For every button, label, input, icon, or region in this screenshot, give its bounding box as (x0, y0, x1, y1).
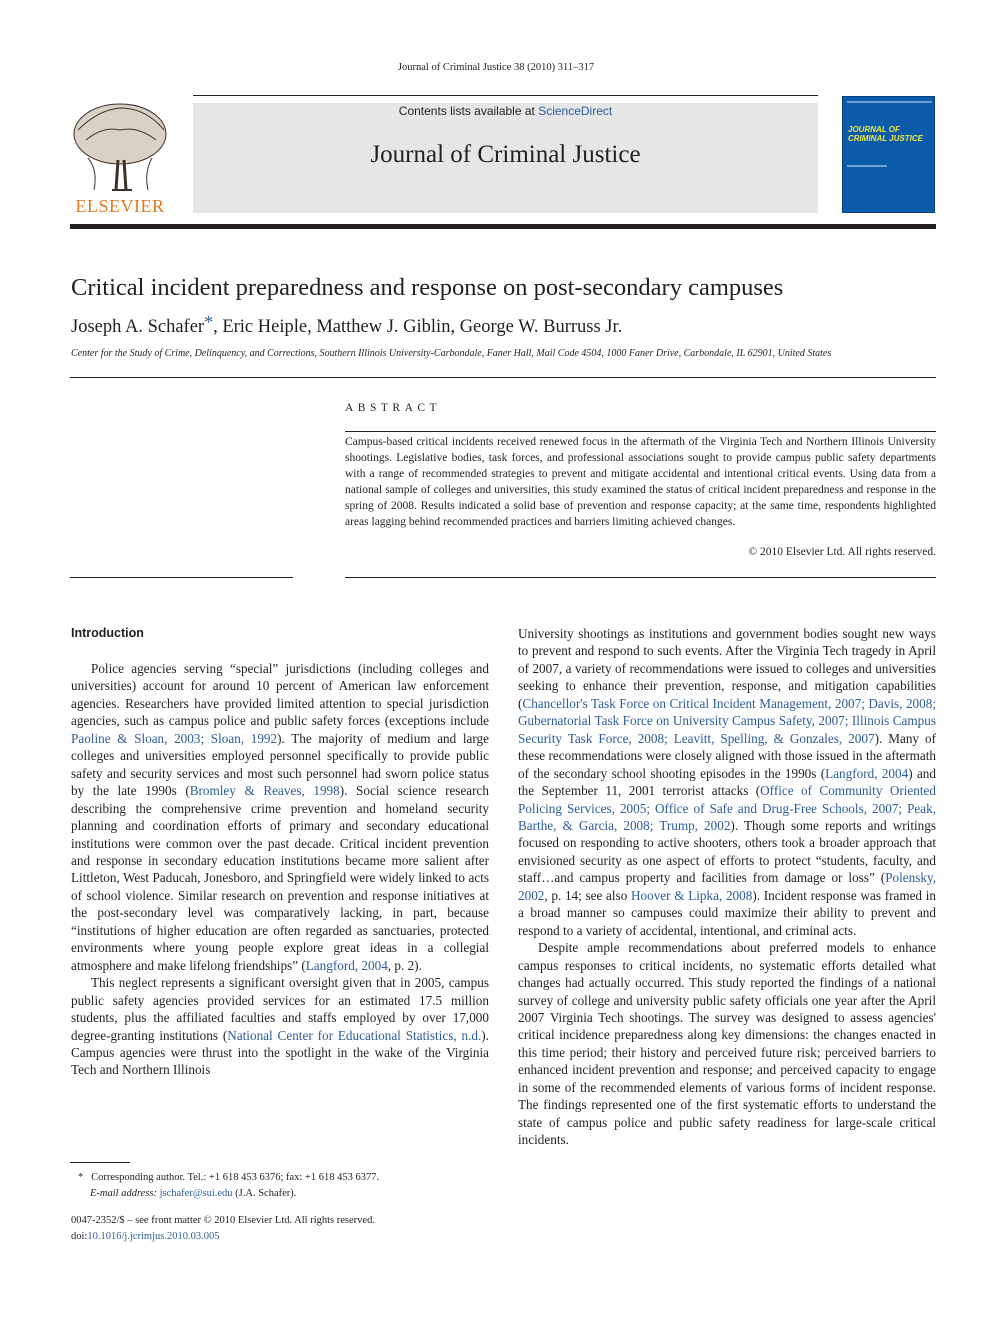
citation-link[interactable]: National Center for Educational Statistics, n.d. (227, 1027, 482, 1043)
author-names: , Eric Heiple, Matthew J. Giblin, George W. Burruss Jr. (213, 317, 623, 337)
doi-link[interactable]: 10.1016/j.jcrimjus.2010.03.005 (87, 1230, 220, 1242)
paragraph: Despite ample recommendations about preferred models to enhance campus responses to critical incidents, no systematic efforts detailed what changes had actually occurred. This study reported the findings of a national survey of college and university public safety officials one year after the April 2007 Virginia Tech shootings. The survey was designed to assess agencies' critical incidence preparedness along key dimensions: the changes enacted in this time period; their history and perceived future risk; perceived barriers to enhanced incident prevention and response; and perceived capacity to engage in some of the recommended elements of various forms of incident response. The findings represented one of the first systematic efforts to understand the state of campus police and public safety readiness for large-scale critical incidents. (518, 940, 936, 1148)
text-run: ). Though some reports and writings focused on responding to active shooters, others took a broader approach that envisioned security as one aspect of efforts to protect “students, faculty, and staff…and campus property and facilities from damage or loss” ( (518, 817, 936, 886)
text-run: ). Incident response was framed in a broad manner so campuses could maximize their ability to prevent and respond to a variety of accidental, intentional, and criminal acts. (518, 887, 936, 938)
text-run: Police agencies serving “special” jurisdictions (including colleges and universities) account for around 10 percent of American law enforcement agencies. Researchers have provided limited attention to special jurisdiction agencies, such as campus police and public safety forces (exceptions include (71, 661, 489, 729)
affiliation: Center for the Study of Crime, Delinquency, and Corrections, Southern Illinois University-Carbondale, Faner Hall, Mail Code 4504, 1000 Faner Drive, Carbondale, IL 62901, United States (71, 348, 832, 359)
header-divider (70, 224, 936, 229)
affiliation-rule (70, 377, 936, 378)
article-title: Critical incident preparedness and response on post-secondary campuses (71, 274, 784, 301)
text-run: ). Campus agencies were thrust into the spotlight in the wake of the Virginia Tech and Northern Illinois (71, 1027, 489, 1078)
sciencedirect-link[interactable]: ScienceDirect (538, 104, 613, 118)
footnote (78, 1170, 498, 1201)
email-link[interactable]: jschafer@sui.edu (159, 1187, 233, 1199)
doi-line (71, 1229, 501, 1245)
paragraph (71, 660, 489, 974)
front-matter (71, 1213, 501, 1244)
journal-cover-thumbnail (842, 96, 935, 213)
citation-link[interactable]: Bromley & Reaves, 1998 (189, 783, 340, 799)
author-list (71, 312, 951, 338)
citation-link[interactable]: Chancellor's Task Force on Critical Incident Management, 2007; Davis, 2008; Gubernatorial Task Force on University Campus Safety, 2007; Illinois Campus Security Task Force, 2008; Leavitt, Spelling, & Gonzales, 2007 (518, 695, 936, 746)
elsevier-wordmark: ELSEVIER (75, 196, 165, 216)
citation-link[interactable]: Polensky, 2002 (518, 870, 936, 903)
body-column-left (71, 625, 489, 1079)
citation-link[interactable]: Langford, 2004 (825, 765, 909, 781)
text-run: This neglect represents a significant oversight given that in 2005, campus public safety agencies provided services for an estimated 17.5 million students, plus the affiliated faculties and staffs employed by over 17,000 degree-granting institutions ( (71, 975, 489, 1043)
abstract-heading: ABSTRACT (345, 402, 442, 414)
text-run: , p. 14; see also (544, 887, 631, 903)
text-run: ). Many of these recommendations were closely aligned with those issued in the aftermath of the secondary school shooting episodes in the 1990s ( (518, 730, 936, 781)
journal-name: Journal of Criminal Justice (370, 141, 641, 168)
footnote-corresponding (78, 1170, 498, 1186)
text-run: , p. 2). (387, 957, 422, 973)
cover-band (847, 101, 932, 103)
section-heading: Introduction (71, 626, 144, 640)
abstract-top-rule (345, 431, 936, 432)
email-label: E-mail address: (90, 1187, 157, 1199)
text-run: ). Social science research describing the comprehensive crime prevention and homeland security planning and coordination efforts of primary and secondary educational institutions were common over the past decade. Critical incident prevention and response in secondary education institutions became more salient after Littleton, West Paducah, Jonesboro, and Springfield were widely linked to acts of school violence. Similar research on prevention and response initiatives at the post-secondary level was comparatively lacking, in part, because “institutions of higher education are often regarded as sanctuaries, protected environments where young people explore great ideas in a collegial atmosphere and make lifelong friendships” ( (71, 783, 489, 973)
contents-prefix: Contents lists available at (398, 104, 539, 118)
citation-link[interactable]: Hoover & Lipka, 2008 (631, 887, 753, 903)
body-column-right (518, 625, 936, 1149)
author-name: Joseph A. Schafer (71, 317, 205, 337)
citation-link[interactable]: Paoline & Sloan, 2003; Sloan, 1992 (71, 730, 278, 746)
citation-link[interactable]: Office of Community Oriented Policing Services, 2005; Office of Safe and Drug-Free Schools, 2007; Peak, Barthe, & Garcia, 2008; Trump, 2002 (518, 783, 936, 833)
email-suffix: (J.A. Schafer). (232, 1187, 297, 1199)
cover-band (847, 165, 887, 167)
cover-title: JOURNAL OF CRIMINAL JUSTICE (848, 125, 923, 143)
contents-line (193, 104, 818, 118)
paragraph-continued (518, 625, 936, 939)
journal-citation: Journal of Criminal Justice 38 (2010) 311–317 (397, 62, 595, 73)
paragraph (71, 974, 489, 1079)
masthead-top-rule (193, 95, 818, 96)
footnote-email (78, 1186, 498, 1202)
abstract-bottom-rule-right (345, 577, 936, 578)
issn-line: 0047-2352/$ – see front matter © 2010 Elsevier Ltd. All rights reserved. (71, 1215, 375, 1226)
text-run: ). The majority of medium and large colleges and universities employed personnel specifically to provide public safety and security services and most such personnel had sworn police status by the late 1990s ( (71, 730, 489, 799)
abstract-text: Campus-based critical incidents received renewed focus in the aftermath of the Virginia Tech and Northern Illinois University shootings. Legislative bodies, task forces, and professional associations sought to provide campus public safety departments with a range of recommended strategies to prevent and mitigate accidental and intentional critical events. Using data from a national sample of colleges and universities, this study examined the status of critical incident preparedness and response in the spring of 2008. Results indicated a solid base of prevention and response capacity; at the same time, respondents highlighted areas lagging behind recommended practices and barriers limiting achieved changes. (345, 436, 936, 529)
text-run: ) and the September 11, 2001 terrorist attacks ( (518, 765, 936, 799)
footnote-text: Corresponding author. Tel.: +1 618 453 6376; fax: +1 618 453 6377. (91, 1172, 380, 1183)
corresponding-author-marker[interactable]: * (204, 312, 214, 332)
citation-link[interactable]: Langford, 2004 (305, 957, 388, 973)
abstract-copyright: © 2010 Elsevier Ltd. All rights reserved. (748, 546, 936, 558)
footnote-rule (70, 1162, 130, 1163)
footnote-marker: * (78, 1172, 84, 1183)
text-run: University shootings as institutions and government bodies sought new ways to prevent and respond to such events. After the Virginia Tech tragedy in April of 2007, a variety of recommendations were issued to colleges and universities seeking to enhance their prevention, response, and mitigation capabilities ( (518, 626, 936, 711)
abstract-bottom-rule-left (70, 577, 293, 578)
doi-label: doi: (71, 1230, 88, 1242)
